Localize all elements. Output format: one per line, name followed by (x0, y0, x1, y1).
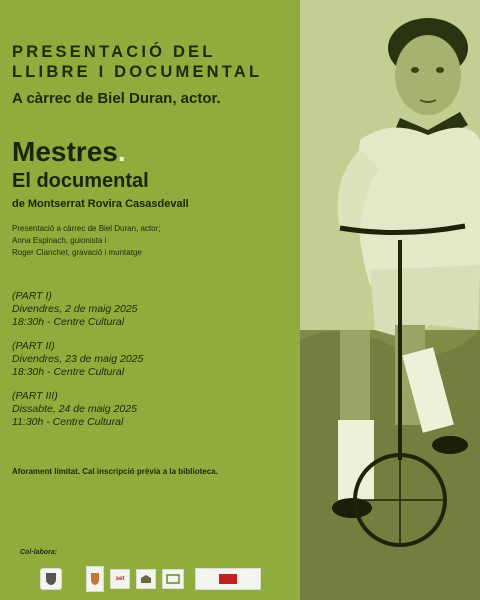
photo-illustration (300, 0, 480, 600)
shield-icon (45, 572, 57, 586)
part-time: 18:30h - Centre Cultural (12, 366, 125, 378)
title-author: de Montserrat Rovira Casasdevall (12, 198, 189, 210)
part-date: Divendres, 2 de maig 2025 (12, 303, 138, 315)
logo-set: set (110, 569, 130, 589)
credits (12, 223, 252, 259)
credits-line2: Anna Espinach, guionista i (12, 236, 107, 245)
title-dot: . (117, 136, 126, 167)
session-part-3 (12, 390, 137, 429)
logo-centre (195, 568, 261, 590)
part-date: Divendres, 23 de maig 2025 (12, 353, 144, 365)
heading (12, 42, 312, 82)
heading-line2: LLIBRE I DOCUMENTAL (12, 63, 263, 81)
collab-label: Col·labora: (20, 549, 57, 556)
registration-note: Aforament limitat. Cal inscripció prèvia a la biblioteca. (12, 467, 218, 476)
session-part-2 (12, 340, 143, 379)
logo-mark-icon (166, 574, 180, 584)
title-second: El documental (12, 170, 149, 192)
session-part-1 (12, 290, 138, 329)
part-label: (PART II) (12, 340, 55, 352)
credits-line1: Presentació a càrrec de Biel Duran, actor; (12, 224, 161, 233)
centre-logo-icon (219, 574, 237, 584)
part-label: (PART III) (12, 390, 58, 402)
title-main-text: Mestres (12, 136, 118, 167)
title-main (12, 138, 126, 166)
logo-gelida (40, 568, 62, 590)
logo-escut (86, 566, 104, 592)
heading-line1: PRESENTACIÓ DEL (12, 43, 216, 61)
part-label: (PART I) (12, 290, 52, 302)
crest-icon (90, 572, 100, 586)
heading-subtitle: A càrrec de Biel Duran, actor. (12, 90, 221, 107)
credits-line3: Roger Clanchet, gravació i muntatge (12, 248, 142, 257)
logo-building (136, 569, 156, 589)
part-time: 11:30h - Centre Cultural (12, 416, 124, 428)
building-icon (140, 574, 152, 584)
part-date: Dissabte, 24 de maig 2025 (12, 403, 137, 415)
logo-generic (162, 569, 184, 589)
part-time: 18:30h - Centre Cultural (12, 316, 125, 328)
vintage-photo-boy-on-tricycle (300, 0, 480, 600)
